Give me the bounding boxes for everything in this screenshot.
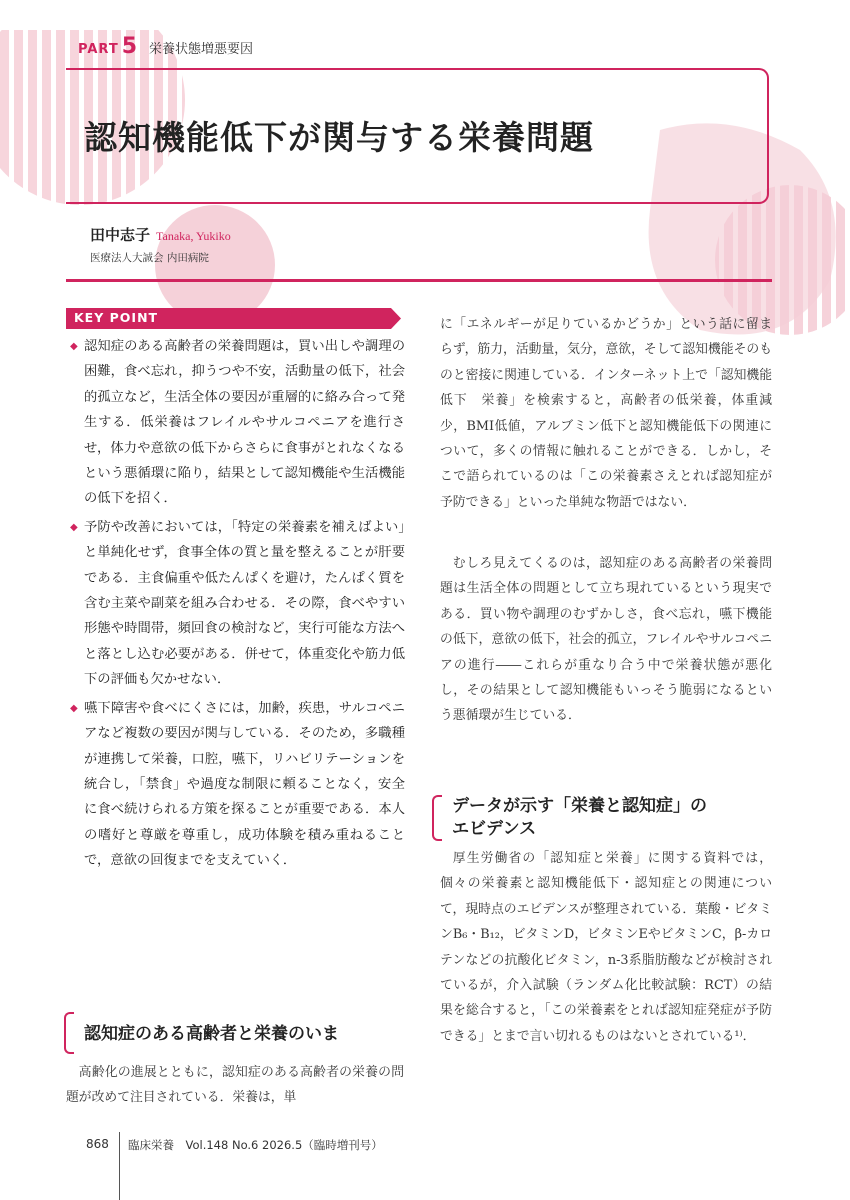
part-header — [78, 34, 253, 59]
page-number: 868 — [86, 1137, 109, 1151]
body-paragraph: 厚生労働省の「認知症と栄養」に関する資料では，個々の栄養素と認知機能低下・認知症との関連について，現時点のエビデンスが整理されている．葉酸・ビタミンB₆・B₁₂，ビタミンD，ビタミンEやビタミンC，β-カロテンなどの抗酸化ビタミン，n-3系脂肪酸などが検討されているが，介入試験（ランダム化比較試験：RCT）の結果を総合すると，「この栄養素をとれば認知症発症が予防できる」とまで言い切れるものはないとされている¹⁾． — [440, 851, 772, 1044]
section-heading: 認知症のある高齢者と栄養のいま — [84, 1024, 339, 1044]
key-point-item — [70, 334, 405, 512]
diamond-bullet-icon: ◆ — [70, 341, 78, 352]
header-divider — [66, 279, 772, 282]
section-heading-line: エビデンス — [452, 819, 537, 839]
section-heading — [452, 795, 782, 841]
body-paragraph: むしろ見えてくるのは，認知症のある高齢者の栄養問題は生活全体の問題として立ち現れているという現実である．買い物や調理のむずかしさ，食べ忘れ，嚥下機能の低下，意欲の低下，社会的孤立，フレイルやサルコペニアの進行――これらが重なり合う中で栄養状態が悪化し，その結果として認知機能もいっそう脆弱になるという悪循環が生じている． — [440, 556, 772, 724]
diamond-bullet-icon: ◆ — [70, 702, 78, 714]
author-name: 田中志子 — [90, 226, 151, 244]
key-point-label: KEY POINT — [74, 310, 159, 325]
part-number: 5 — [121, 34, 138, 59]
key-point-item — [70, 696, 405, 874]
key-point-item — [70, 515, 405, 693]
key-point-list — [70, 334, 405, 877]
section-heading-line: データが示す「栄養と認知症」の — [452, 796, 707, 816]
author-affiliation: 医療法人大誠会 内田病院 — [90, 252, 209, 264]
key-point-text: 嚥下障害や食べにくさには，加齢，疾患，サルコペニアなど複数の要因が関与している．そのため，多職種が連携して栄養，口腔，嚥下，リハビリテーションを統合し，「禁食」や過度な制限に頼ることなく，安全に食べ続けられる方策を探ることが重要である．本人の嗜好と尊厳を尊重し，成功体験を積み重ねることで，意欲の回復までを支えていく． — [84, 700, 405, 869]
section-paragraph: 高齢化の進展とともに，認知症のある高齢者の栄養の問題が改めて注目されている．栄養は，単 — [66, 1065, 404, 1106]
article-title: 認知機能低下が関与する栄養問題 — [84, 118, 594, 157]
part-word: PART — [78, 42, 119, 57]
journal-info: 臨床栄養 Vol.148 No.6 2026.5（臨時増刊号） — [128, 1138, 383, 1152]
footer-divider — [119, 1132, 120, 1200]
body-paragraph: に「エネルギーが足りているかどうか」という話に留まらず，筋力，活動量，気分，意欲，そして認知機能そのものと密接に関連している．インターネット上で「認知機能低下 栄養」を検索すると，高齢者の低栄養，体重減少，BMI低値，アルブミン低下と認知機能低下の関連について，多くの情報に触れることができる．しかし，そこで語られているのは「この栄養素さえとれば認知症が予防できる」といった単純な物語ではない． — [440, 317, 772, 510]
diamond-bullet-icon: ◆ — [70, 521, 78, 533]
section-bracket — [64, 1012, 74, 1054]
key-point-text: 予防や改善においては，「特定の栄養素を補えばよい」と単純化せず，食事全体の質と量を整えることが肝要である．主食偏重や低たんぱくを避け，たんぱく質を含む主菜や副菜を組み合わせる．その際，食べやすい形態や時間帯，頻回食の検討など，実行可能な方法へと落とし込む必要がある．併せて，体重変化や筋力低下の評価も欠かせない． — [84, 519, 405, 688]
author-roman-name: Tanaka, Yukiko — [156, 229, 231, 243]
author-line — [90, 224, 231, 245]
part-title: 栄養状態増悪要因 — [149, 42, 254, 57]
key-point-text: 認知症のある高齢者の栄養問題は，買い出しや調理の困難，食べ忘れ，抑うつや不安，活動量の低下，社会的孤立など，生活全体の要因が重層的に絡み合って発生する．低栄養はフレイルやサルコペニアを進行させ，体力や意欲の低下からさらに食事がとれなくなるという悪循環に陥り，結果として認知機能や生活機能の低下を招く． — [84, 339, 405, 507]
section-bracket — [432, 795, 442, 841]
